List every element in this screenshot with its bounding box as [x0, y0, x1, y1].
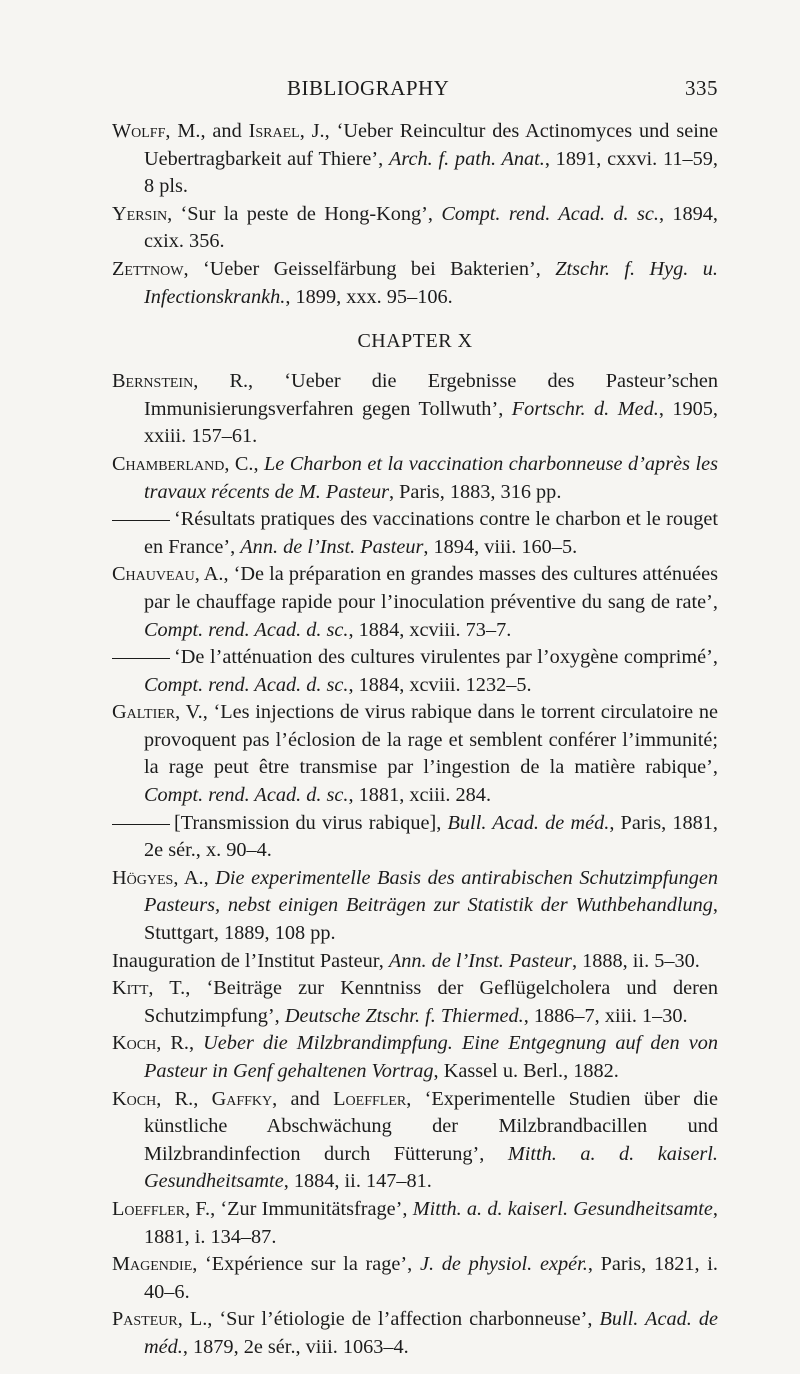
- bib-entry-loeffler: Loeffler, F., ‘Zur Immunitätsfrage’, Mitth. a. d. kaiserl. Gesundheitsamte, 1881, i. 134–87.: [112, 1197, 718, 1248]
- bib-entry-chauveau-2: ‘De l’atténuation des cultures virulentes par l’oxygène comprimé’, Compt. rend. Acad. d. sc., 1884, xcviii. 1232–5.: [112, 644, 718, 699]
- bib-entry-zettnow: Zettnow, ‘Ueber Geisselfärbung bei Bakterien’, Ztschr. f. Hyg. u. Infectionskrankh., 1899, xxx. 95–106.: [112, 257, 718, 308]
- ditto-dash: [112, 824, 170, 825]
- bib-entry-chamberland: Chamberland, C., Le Charbon et la vaccination charbonneuse d’après les travaux récents de M. Pasteur, Paris, 1883, 316 pp.: [112, 452, 718, 503]
- bib-entry-hogyes: Högyes, A., Die experimentelle Basis des antirabischen Schutzimpfungen Pasteurs, nebst einigen Beiträgen zur Statistik der Wuthbehandlung, Stuttgart, 1889, 108 pp.: [112, 866, 718, 945]
- bib-entry-koch: Koch, R., Ueber die Milzbrandimpfung. Eine Entgegnung auf den von Pasteur in Genf gehaltenen Vortrag, Kassel u. Berl., 1882.: [112, 1032, 718, 1082]
- bib-entry-yersin: Yersin, ‘Sur la peste de Hong-Kong’, Compt. rend. Acad. d. sc., 1894, cxix. 356.: [112, 202, 718, 253]
- bib-entry-koch-gaffky-loeffler: Koch, R., Gaffky, and Loeffler, ‘Experimentelle Studien über die künstliche Abschwächung der Milzbrandbacillen und Milzbrandinfection durch Fütterung’, Mitth. a. d. kaiserl. Gesundheitsamte, 1884, ii. 147–81.: [112, 1087, 718, 1193]
- ditto-dash: [112, 658, 170, 659]
- bib-entry-galtier: Galtier, V., ‘Les injections de virus rabique dans le torrent circulatoire ne provoquent pas l’éclosion de la rage et semblent conférer l’immunité; la rage peut être transmise par l’ingestion de la matière rabique’, Compt. rend. Acad. d. sc., 1881, xciii. 284.: [112, 701, 718, 807]
- running-title: BIBLIOGRAPHY: [287, 76, 450, 100]
- bib-entry-chauveau: Chauveau, A., ‘De la préparation en grandes masses des cultures atténuées par le chauffage rapide pour l’inoculation préventive du sang de rate’, Compt. rend. Acad. d. sc., 1884, xcviii. 73–7.: [112, 563, 718, 641]
- page-number: 335: [685, 76, 718, 100]
- bib-entry-chamberland-2: ‘Résultats pratiques des vaccinations contre le charbon et le rouget en France’, Ann. de l’Inst. Pasteur, 1894, viii. 160–5.: [112, 506, 718, 561]
- bib-entry-wolff: Wolff, M., and Israel, J., ‘Ueber Reincultur des Actinomyces und seine Uebertragbarkeit auf Thiere’, Arch. f. path. Anat., 1891, cxxvi. 11–59, 8 pls.: [112, 120, 718, 198]
- ditto-dash: [112, 520, 170, 521]
- bib-entry-galtier-2: [Transmission du virus rabique], Bull. Acad. de méd., Paris, 1881, 2e sér., x. 90–4.: [112, 810, 718, 865]
- bib-entry-magendie: Magendie, ‘Expérience sur la rage’, J. de physiol. expér., Paris, 1821, i. 40–6.: [112, 1253, 718, 1303]
- bib-entry-bernstein: Bernstein, R., ‘Ueber die Ergebnisse des Pasteur’schen Immunisierungsverfahren gegen Tollwuth’, Fortschr. d. Med., 1905, xxiii. 157–61.: [112, 370, 719, 448]
- bib-entry-pasteur: Pasteur, L., ‘Sur l’étiologie de l’affection charbonneuse’, Bull. Acad. de méd., 1879, 2e sér., viii. 1063–4.: [112, 1308, 718, 1358]
- bib-entry-kitt: Kitt, T., ‘Beiträge zur Kenntniss der Geflügelcholera und deren Schutzimpfung’, Deutsche Ztschr. f. Thiermed., 1886–7, xiii. 1–30.: [112, 977, 718, 1027]
- bibliography-list: [112, 118, 718, 1362]
- bib-entry-inauguration: Inauguration de l’Institut Pasteur, Ann. de l’Inst. Pasteur, 1888, ii. 5–30.: [112, 949, 700, 972]
- chapter-heading: CHAPTER X: [357, 330, 473, 353]
